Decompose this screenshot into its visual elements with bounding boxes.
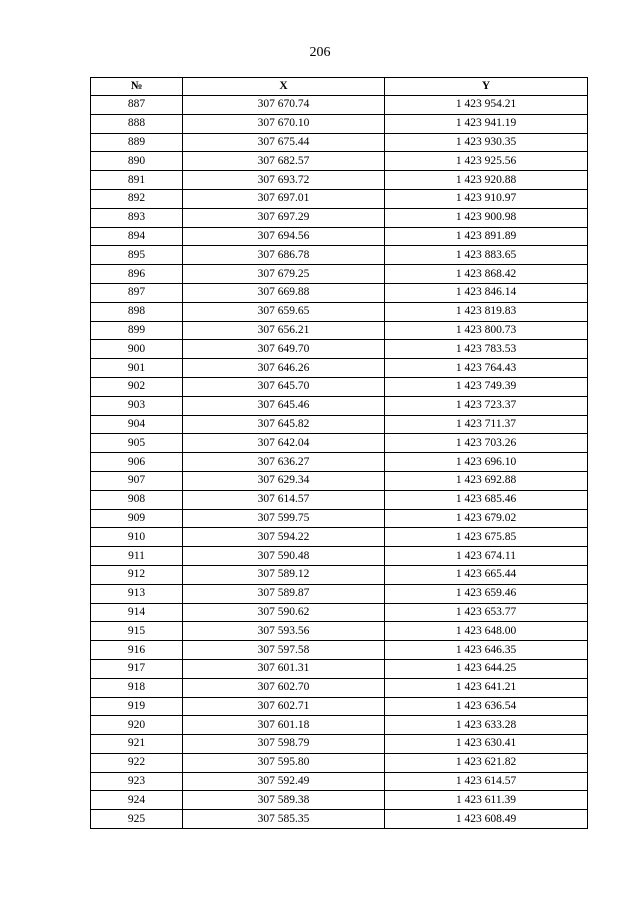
table-row [91, 415, 588, 434]
x-coordinate-cell: 307 697.29 [183, 208, 385, 227]
table-row [91, 453, 588, 472]
x-coordinate-cell: 307 590.48 [183, 547, 385, 566]
y-coordinate-cell: 1 423 659.46 [385, 584, 588, 603]
y-coordinate-cell: 1 423 920.88 [385, 171, 588, 190]
y-coordinate-cell: 1 423 925.56 [385, 152, 588, 171]
y-coordinate-cell: 1 423 644.25 [385, 659, 588, 678]
table-row [91, 283, 588, 302]
header-number: № [91, 78, 183, 96]
table-row [91, 509, 588, 528]
table-row [91, 565, 588, 584]
y-coordinate-cell: 1 423 954.21 [385, 96, 588, 115]
point-number-cell: 923 [91, 772, 183, 791]
x-coordinate-cell: 307 590.62 [183, 603, 385, 622]
y-coordinate-cell: 1 423 764.43 [385, 359, 588, 378]
x-coordinate-cell: 307 601.31 [183, 659, 385, 678]
table-row [91, 96, 588, 115]
point-number-cell: 917 [91, 659, 183, 678]
point-number-cell: 892 [91, 189, 183, 208]
x-coordinate-cell: 307 589.12 [183, 565, 385, 584]
point-number-cell: 915 [91, 622, 183, 641]
y-coordinate-cell: 1 423 723.37 [385, 396, 588, 415]
point-number-cell: 919 [91, 697, 183, 716]
table-row [91, 791, 588, 810]
x-coordinate-cell: 307 679.25 [183, 265, 385, 284]
point-number-cell: 921 [91, 735, 183, 754]
table-header-row [91, 78, 588, 96]
x-coordinate-cell: 307 589.87 [183, 584, 385, 603]
x-coordinate-cell: 307 697.01 [183, 189, 385, 208]
point-number-cell: 913 [91, 584, 183, 603]
x-coordinate-cell: 307 659.65 [183, 302, 385, 321]
table-row [91, 302, 588, 321]
point-number-cell: 889 [91, 133, 183, 152]
point-number-cell: 888 [91, 114, 183, 133]
table-row [91, 246, 588, 265]
table-row [91, 152, 588, 171]
table-row [91, 189, 588, 208]
point-number-cell: 891 [91, 171, 183, 190]
point-number-cell: 903 [91, 396, 183, 415]
point-number-cell: 906 [91, 453, 183, 472]
table-row [91, 208, 588, 227]
point-number-cell: 890 [91, 152, 183, 171]
x-coordinate-cell: 307 594.22 [183, 528, 385, 547]
table-row [91, 810, 588, 829]
y-coordinate-cell: 1 423 614.57 [385, 772, 588, 791]
x-coordinate-cell: 307 670.10 [183, 114, 385, 133]
table-row [91, 490, 588, 509]
table-row [91, 340, 588, 359]
x-coordinate-cell: 307 602.71 [183, 697, 385, 716]
y-coordinate-cell: 1 423 633.28 [385, 716, 588, 735]
point-number-cell: 910 [91, 528, 183, 547]
y-coordinate-cell: 1 423 883.65 [385, 246, 588, 265]
header-x: X [183, 78, 385, 96]
table-row [91, 547, 588, 566]
y-coordinate-cell: 1 423 692.88 [385, 471, 588, 490]
table-row [91, 377, 588, 396]
y-coordinate-cell: 1 423 711.37 [385, 415, 588, 434]
point-number-cell: 918 [91, 678, 183, 697]
x-coordinate-cell: 307 675.44 [183, 133, 385, 152]
x-coordinate-cell: 307 629.34 [183, 471, 385, 490]
table-row [91, 735, 588, 754]
table-row [91, 622, 588, 641]
table-row [91, 641, 588, 660]
x-coordinate-cell: 307 636.27 [183, 453, 385, 472]
x-coordinate-cell: 307 645.70 [183, 377, 385, 396]
y-coordinate-cell: 1 423 800.73 [385, 321, 588, 340]
point-number-cell: 900 [91, 340, 183, 359]
point-number-cell: 920 [91, 716, 183, 735]
y-coordinate-cell: 1 423 608.49 [385, 810, 588, 829]
x-coordinate-cell: 307 642.04 [183, 434, 385, 453]
point-number-cell: 896 [91, 265, 183, 284]
x-coordinate-cell: 307 646.26 [183, 359, 385, 378]
x-coordinate-cell: 307 597.58 [183, 641, 385, 660]
table-row [91, 528, 588, 547]
coordinates-table [90, 77, 588, 829]
y-coordinate-cell: 1 423 891.89 [385, 227, 588, 246]
x-coordinate-cell: 307 686.78 [183, 246, 385, 265]
y-coordinate-cell: 1 423 868.42 [385, 265, 588, 284]
table-row [91, 603, 588, 622]
table-row [91, 471, 588, 490]
table-row [91, 396, 588, 415]
point-number-cell: 894 [91, 227, 183, 246]
x-coordinate-cell: 307 593.56 [183, 622, 385, 641]
y-coordinate-cell: 1 423 900.98 [385, 208, 588, 227]
table-row [91, 133, 588, 152]
table-row [91, 716, 588, 735]
y-coordinate-cell: 1 423 819.83 [385, 302, 588, 321]
point-number-cell: 911 [91, 547, 183, 566]
table-row [91, 227, 588, 246]
y-coordinate-cell: 1 423 648.00 [385, 622, 588, 641]
x-coordinate-cell: 307 592.49 [183, 772, 385, 791]
y-coordinate-cell: 1 423 675.85 [385, 528, 588, 547]
table-row [91, 114, 588, 133]
y-coordinate-cell: 1 423 696.10 [385, 453, 588, 472]
x-coordinate-cell: 307 614.57 [183, 490, 385, 509]
y-coordinate-cell: 1 423 611.39 [385, 791, 588, 810]
table-row [91, 678, 588, 697]
y-coordinate-cell: 1 423 679.02 [385, 509, 588, 528]
x-coordinate-cell: 307 645.46 [183, 396, 385, 415]
table-row [91, 359, 588, 378]
x-coordinate-cell: 307 669.88 [183, 283, 385, 302]
y-coordinate-cell: 1 423 783.53 [385, 340, 588, 359]
x-coordinate-cell: 307 601.18 [183, 716, 385, 735]
y-coordinate-cell: 1 423 621.82 [385, 753, 588, 772]
y-coordinate-cell: 1 423 646.35 [385, 641, 588, 660]
table-row [91, 265, 588, 284]
point-number-cell: 907 [91, 471, 183, 490]
table-row [91, 434, 588, 453]
x-coordinate-cell: 307 585.35 [183, 810, 385, 829]
x-coordinate-cell: 307 595.80 [183, 753, 385, 772]
point-number-cell: 914 [91, 603, 183, 622]
x-coordinate-cell: 307 656.21 [183, 321, 385, 340]
y-coordinate-cell: 1 423 630.41 [385, 735, 588, 754]
page-number: 206 [309, 45, 331, 60]
y-coordinate-cell: 1 423 749.39 [385, 377, 588, 396]
y-coordinate-cell: 1 423 636.54 [385, 697, 588, 716]
y-coordinate-cell: 1 423 685.46 [385, 490, 588, 509]
y-coordinate-cell: 1 423 653.77 [385, 603, 588, 622]
x-coordinate-cell: 307 682.57 [183, 152, 385, 171]
point-number-cell: 912 [91, 565, 183, 584]
x-coordinate-cell: 307 599.75 [183, 509, 385, 528]
table-row [91, 772, 588, 791]
point-number-cell: 904 [91, 415, 183, 434]
y-coordinate-cell: 1 423 703.26 [385, 434, 588, 453]
x-coordinate-cell: 307 693.72 [183, 171, 385, 190]
point-number-cell: 925 [91, 810, 183, 829]
y-coordinate-cell: 1 423 674.11 [385, 547, 588, 566]
table-row [91, 171, 588, 190]
point-number-cell: 902 [91, 377, 183, 396]
point-number-cell: 916 [91, 641, 183, 660]
point-number-cell: 922 [91, 753, 183, 772]
x-coordinate-cell: 307 694.56 [183, 227, 385, 246]
point-number-cell: 901 [91, 359, 183, 378]
x-coordinate-cell: 307 598.79 [183, 735, 385, 754]
y-coordinate-cell: 1 423 665.44 [385, 565, 588, 584]
point-number-cell: 887 [91, 96, 183, 115]
table-row [91, 697, 588, 716]
table-row [91, 659, 588, 678]
point-number-cell: 895 [91, 246, 183, 265]
y-coordinate-cell: 1 423 910.97 [385, 189, 588, 208]
x-coordinate-cell: 307 589.38 [183, 791, 385, 810]
y-coordinate-cell: 1 423 641.21 [385, 678, 588, 697]
table-row [91, 584, 588, 603]
y-coordinate-cell: 1 423 941.19 [385, 114, 588, 133]
y-coordinate-cell: 1 423 846.14 [385, 283, 588, 302]
header-y: Y [385, 78, 588, 96]
point-number-cell: 897 [91, 283, 183, 302]
point-number-cell: 909 [91, 509, 183, 528]
table-row [91, 753, 588, 772]
y-coordinate-cell: 1 423 930.35 [385, 133, 588, 152]
x-coordinate-cell: 307 649.70 [183, 340, 385, 359]
point-number-cell: 908 [91, 490, 183, 509]
x-coordinate-cell: 307 602.70 [183, 678, 385, 697]
point-number-cell: 899 [91, 321, 183, 340]
point-number-cell: 924 [91, 791, 183, 810]
point-number-cell: 898 [91, 302, 183, 321]
table-body [91, 96, 588, 829]
x-coordinate-cell: 307 670.74 [183, 96, 385, 115]
x-coordinate-cell: 307 645.82 [183, 415, 385, 434]
point-number-cell: 905 [91, 434, 183, 453]
point-number-cell: 893 [91, 208, 183, 227]
table-row [91, 321, 588, 340]
